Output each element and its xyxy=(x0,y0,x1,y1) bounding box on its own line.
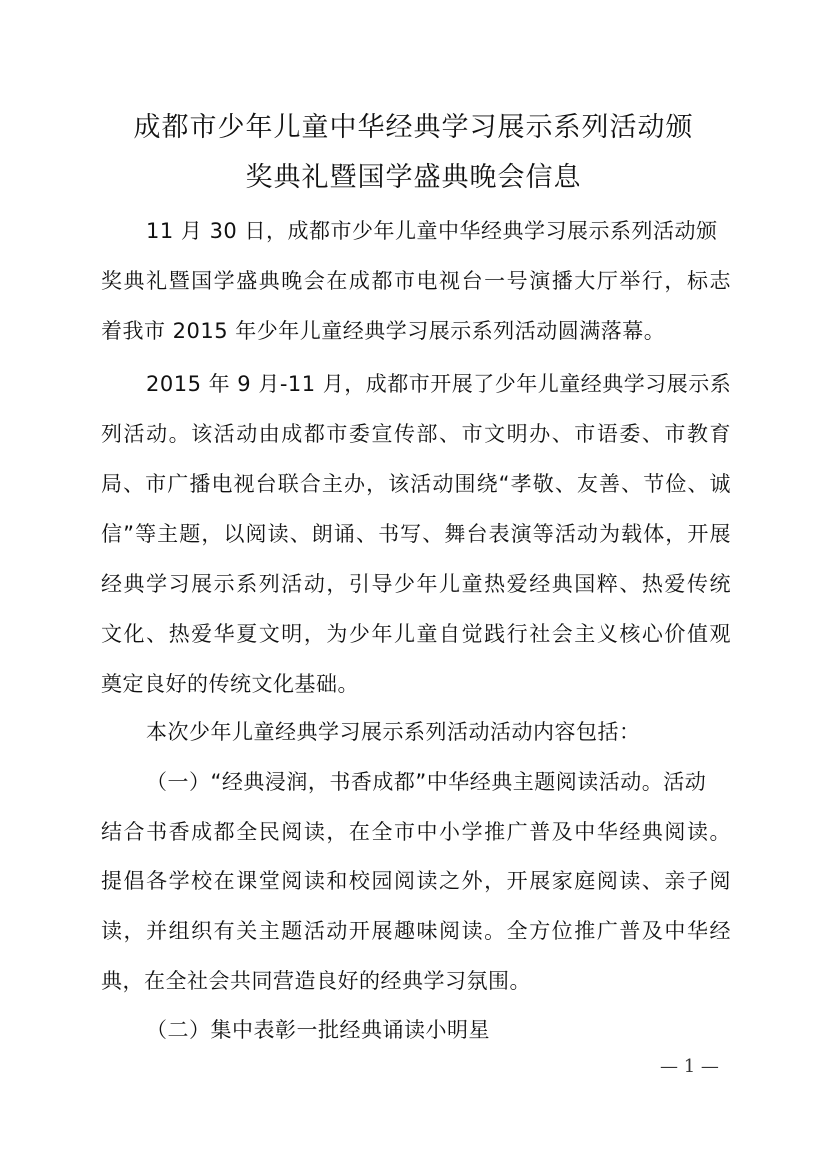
paragraph-2-line-5: 经典学习展示系列活动，引导少年儿童热爱经典国粹、热爱传统 xyxy=(101,572,731,596)
paragraph-1-line-2: 奖典礼暨国学盛典晚会在成都市电视台一号演播大厅举行，标志 xyxy=(101,269,731,293)
page-number: — 1 — xyxy=(660,1056,719,1077)
paragraph-4-line-1: （一）“经典浸润，书香成都”中华经典主题阅读活动。活动 xyxy=(146,770,707,794)
paragraph-2-line-4: 信”等主题，以阅读、朗诵、书写、舞台表演等活动为载体，开展 xyxy=(101,522,731,546)
paragraph-2-line-6: 文化、热爱华夏文明，为少年儿童自觉践行社会主义核心价值观 xyxy=(101,622,731,646)
paragraph-5-line-1: （二）集中表彰一批经典诵读小明星 xyxy=(146,1018,490,1042)
paragraph-2-line-7: 奠定良好的传统文化基础。 xyxy=(101,672,359,696)
paragraph-1-line-3: 着我市 2015 年少年儿童经典学习展示系列活动圆满落幕。 xyxy=(101,319,666,343)
paragraph-4-line-2: 结合书香成都全民阅读，在全市中小学推广普及中华经典阅读。 xyxy=(101,820,731,844)
paragraph-2-line-3: 局、市广播电视台联合主办，该活动围绕“孝敬、友善、节俭、诚 xyxy=(101,472,731,496)
paragraph-2-line-1: 2015 年 9 月-11 月，成都市开展了少年儿童经典学习展示系 xyxy=(146,372,732,396)
document-title-line-2: 奖典礼暨国学盛典晚会信息 xyxy=(245,162,582,193)
document-title-line-1: 成都市少年儿童中华经典学习展示系列活动颁 xyxy=(133,112,694,143)
paragraph-4-line-4: 读，并组织有关主题活动开展趣味阅读。全方位推广普及中华经 xyxy=(101,919,731,943)
paragraph-3-line-1: 本次少年儿童经典学习展示系列活动活动内容包括： xyxy=(146,720,641,744)
paragraph-4-line-3: 提倡各学校在课堂阅读和校园阅读之外，开展家庭阅读、亲子阅 xyxy=(101,869,731,893)
paragraph-2-line-2: 列活动。该活动由成都市委宣传部、市文明办、市语委、市教育 xyxy=(101,422,731,446)
paragraph-4-line-5: 典，在全社会共同营造良好的经典学习氛围。 xyxy=(101,969,531,993)
paragraph-1-line-1: 11 月 30 日，成都市少年儿童中华经典学习展示系列活动颁 xyxy=(146,219,718,243)
